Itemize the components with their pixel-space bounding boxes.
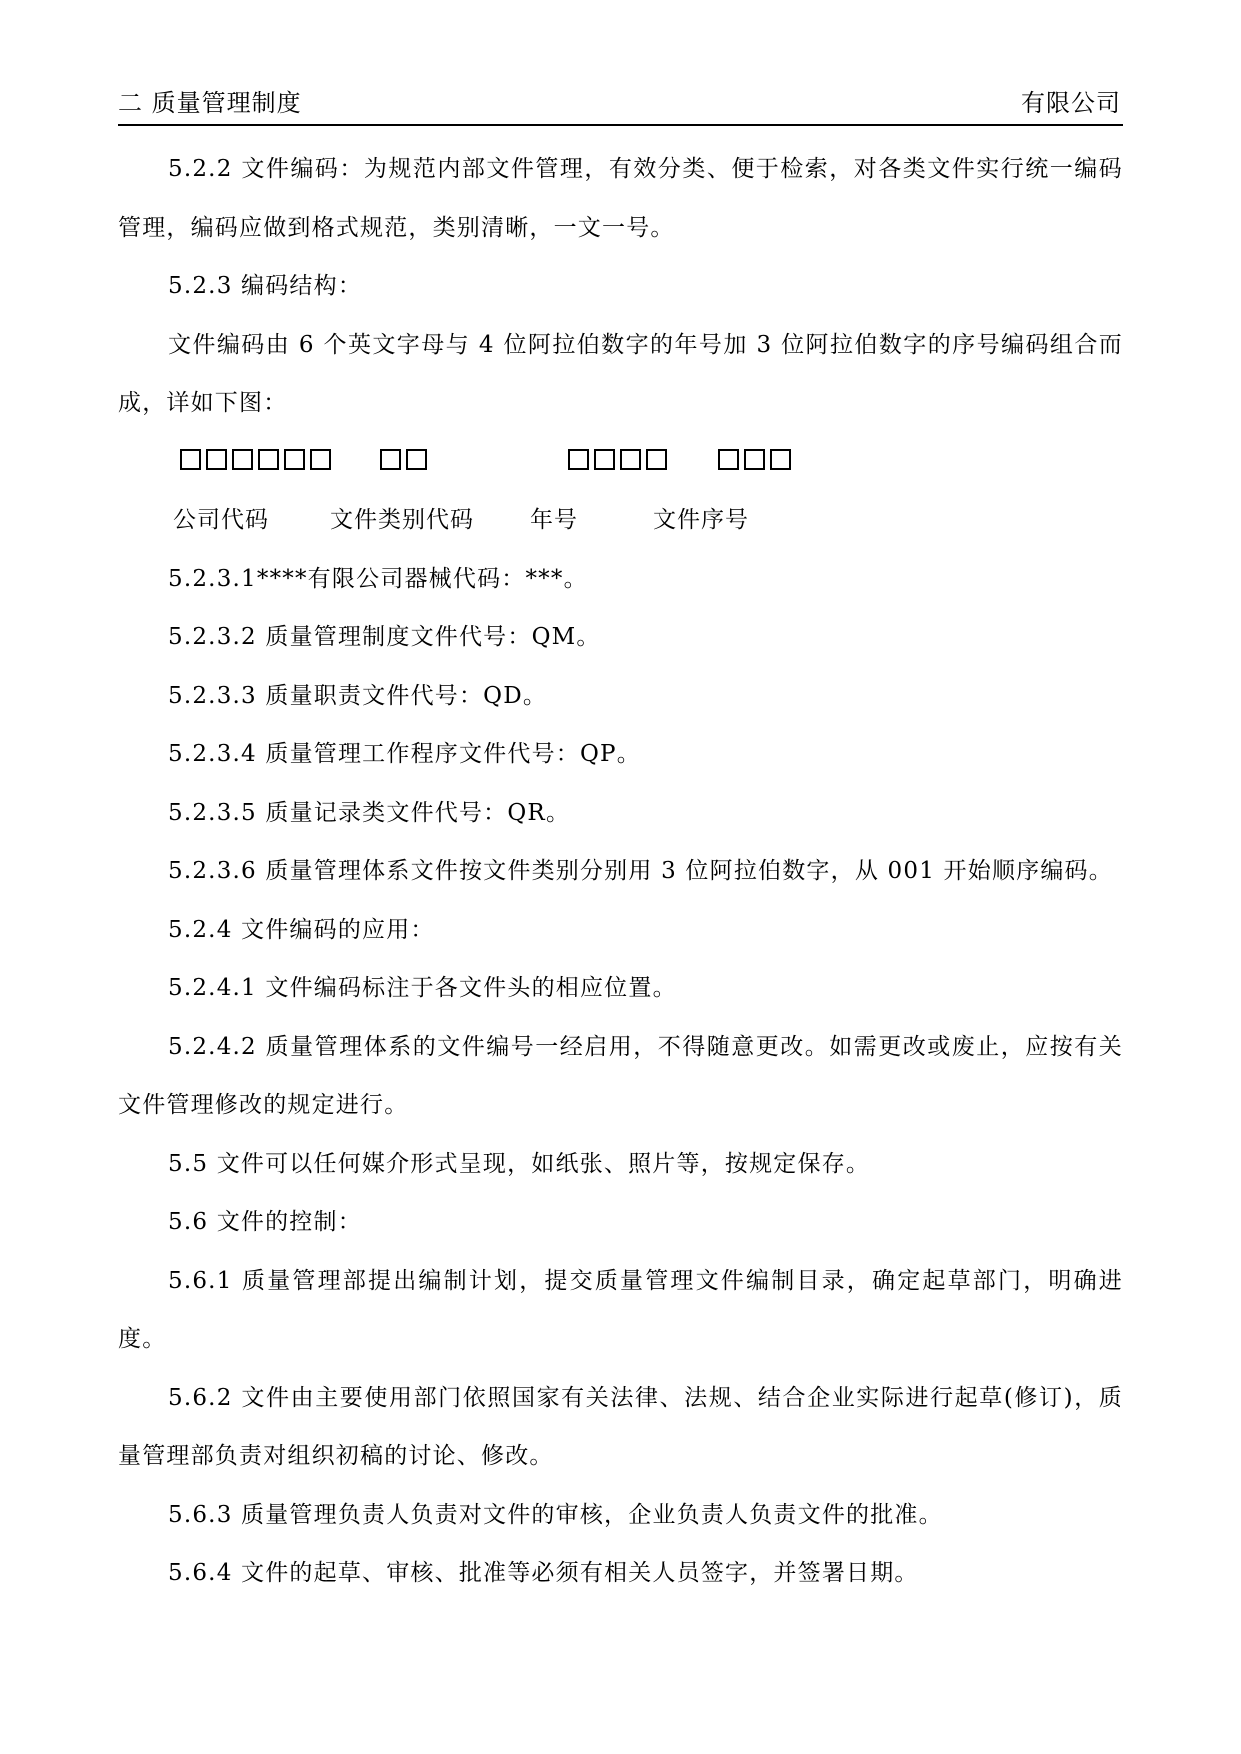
serial-code-boxes [718, 433, 796, 491]
paragraph-5-2-3-3: 5.2.3.3 质量职责文件代号：QD。 [168, 682, 548, 709]
year-label: 年号 [530, 506, 578, 533]
document-body [118, 140, 1123, 1603]
company-code-label: 公司代码 [173, 506, 269, 533]
code-box-row [118, 433, 1123, 491]
code-box [568, 449, 589, 470]
code-box [646, 449, 667, 470]
code-box [284, 449, 305, 470]
paragraph-5-2-3-4: 5.2.3.4 质量管理工作程序文件代号：QP。 [168, 741, 641, 767]
paragraph-5-2-3: 5.2.3 编码结构： [168, 273, 363, 299]
paragraph-5-2-3-1: 5.2.3.1****有限公司器械代码：***。 [168, 565, 588, 592]
code-box [744, 449, 765, 470]
header-company-name: 有限公司 [1021, 89, 1121, 117]
year-code-boxes [568, 433, 672, 491]
code-box [180, 449, 201, 470]
serial-number-label: 文件序号 [653, 506, 749, 533]
code-label-row [118, 491, 1123, 549]
paragraph-5-6-4: 5.6.4 文件的起草、审核、批准等必须有相关人员签字，并签署日期。 [168, 1560, 919, 1586]
company-code-boxes [180, 433, 336, 491]
paragraph-5-2-3-6: 5.2.3.6 质量管理体系文件按文件类别分别用 3 位阿拉伯数字，从 001 开始顺序编码。 [168, 858, 1113, 884]
code-box [258, 449, 279, 470]
code-box [770, 449, 791, 470]
code-box [620, 449, 641, 470]
category-code-boxes [380, 433, 432, 491]
code-box [310, 449, 331, 470]
paragraph-5-5: 5.5 文件可以任何媒介形式呈现，如纸张、照片等，按规定保存。 [168, 1150, 871, 1177]
category-code-label: 文件类别代码 [330, 506, 474, 533]
paragraph-5-2-4: 5.2.4 文件编码的应用： [168, 916, 435, 943]
page-header [118, 84, 1123, 126]
paragraph-5-2-2: 5.2.2 文件编码：为规范内部文件管理，有效分类、便于检索，对各类文件实行统一编码管理，编码应做到格式规范，类别清晰，一文一号。 [118, 156, 1123, 241]
paragraph-5-6: 5.6 文件的控制： [168, 1209, 362, 1235]
paragraph-5-2-3-5: 5.2.3.5 质量记录类文件代号：QR。 [168, 799, 571, 826]
paragraph-5-6-3: 5.6.3 质量管理负责人负责对文件的审核，企业负责人负责文件的批准。 [168, 1501, 943, 1528]
paragraph-5-2-3-2: 5.2.3.2 质量管理制度文件代号：QM。 [168, 624, 601, 650]
header-section-title: 二 质量管理制度 [118, 89, 302, 117]
paragraph-5-2-4-2: 5.2.4.2 质量管理体系的文件编号一经启用，不得随意更改。如需更改或废止，应按有关文件管理修改的规定进行。 [118, 1033, 1123, 1118]
code-structure-diagram [118, 433, 1123, 550]
paragraph-code-description: 文件编码由 6 个英文字母与 4 位阿拉伯数字的年号加 3 位阿拉伯数字的序号编码组合而成，详如下图： [118, 331, 1123, 416]
code-box [406, 449, 427, 470]
code-box [232, 449, 253, 470]
code-box [594, 449, 615, 470]
code-box [718, 449, 739, 470]
code-box [380, 449, 401, 470]
paragraph-5-6-1: 5.6.1 质量管理部提出编制计划，提交质量管理文件编制目录，确定起草部门，明确进度。 [118, 1267, 1123, 1352]
code-box [206, 449, 227, 470]
paragraph-5-6-2: 5.6.2 文件由主要使用部门依照国家有关法律、法规、结合企业实际进行起草(修订)，质量管理部负责对组织初稿的讨论、修改。 [118, 1384, 1123, 1469]
paragraph-5-2-4-1: 5.2.4.1 文件编码标注于各文件头的相应位置。 [168, 975, 677, 1001]
